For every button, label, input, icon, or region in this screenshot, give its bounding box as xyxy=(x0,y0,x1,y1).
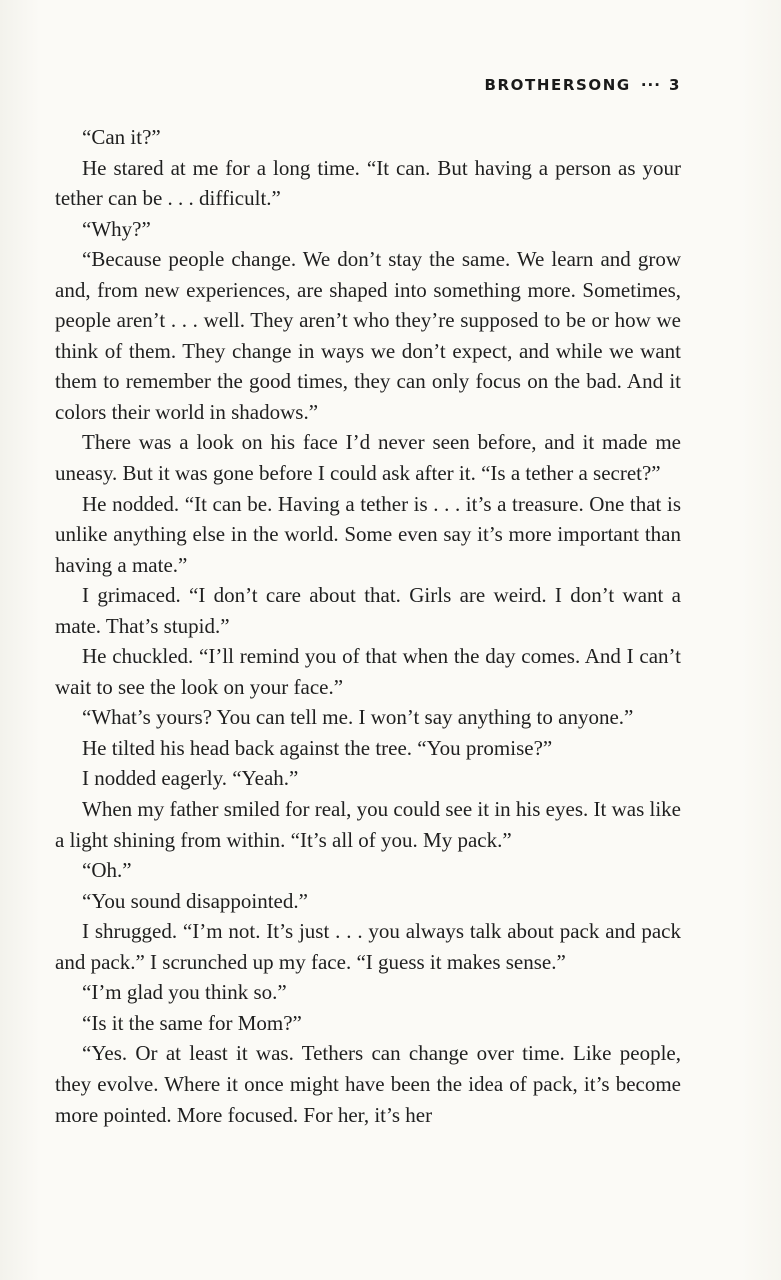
paragraph: “Can it?” xyxy=(82,125,161,149)
paragraph: I shrugged. “I’m not. It’s just . . . you always talk about pack and pack and pack.” I scrunched up my face. “I guess it makes sense.” xyxy=(55,919,681,974)
paragraph: He stared at me for a long time. “It can. But having a person as your tether can be . . . difficult.” xyxy=(55,155,681,211)
paragraph: “I’m glad you think so.” xyxy=(82,980,287,1005)
paragraph: “Is it the same for Mom?” xyxy=(82,1010,302,1035)
paragraph: “Because people change. We don’t stay the same. We learn and grow and, from new experiences, are shaped into something more. Sometimes, people aren’t . . . well. They aren’t who they’re supposed to be or how we think of them. They change in ways we don’t expect, and while we want them to remember the good times, they can only focus on the bad. And it colors their world in shadows.” xyxy=(55,247,681,424)
paragraph: “You sound disappointed.” xyxy=(82,888,308,913)
body-text xyxy=(55,122,681,1130)
paragraph: He nodded. “It can be. Having a tether is . . . it’s a treasure. One that is unlike anything else in the world. Some even say it’s more important than having a mate.” xyxy=(55,491,681,577)
paragraph: “Why?” xyxy=(82,216,151,241)
running-head xyxy=(485,76,682,94)
paragraph: “Oh.” xyxy=(82,858,132,883)
paragraph: He tilted his head back against the tree. “You promise?” xyxy=(82,735,553,760)
paragraph: There was a look on his face I’d never seen before, and it made me uneasy. But it was gone before I could ask after it. “Is a tether a secret?” xyxy=(55,430,681,486)
book-title: BROTHERSONG xyxy=(484,76,631,94)
header-separator: ··· xyxy=(640,76,661,94)
paragraph: “Yes. Or at least it was. Tethers can change over time. Like people, they evolve. Where it once might have been the idea of pack, it’s become more pointed. More focused. For her, it’s her xyxy=(55,1041,681,1127)
paragraph: I grimaced. “I don’t care about that. Girls are weird. I don’t want a mate. That’s stupid.” xyxy=(55,583,681,638)
paragraph: When my father smiled for real, you could see it in his eyes. It was like a light shining from within. “It’s all of you. My pack.” xyxy=(55,797,681,852)
paragraph: He chuckled. “I’ll remind you of that when the day comes. And I can’t wait to see the look on your face.” xyxy=(55,644,681,699)
page-number: 3 xyxy=(668,76,681,94)
paragraph: “What’s yours? You can tell me. I won’t say anything to anyone.” xyxy=(82,705,634,730)
paragraph: I nodded eagerly. “Yeah.” xyxy=(82,766,299,791)
